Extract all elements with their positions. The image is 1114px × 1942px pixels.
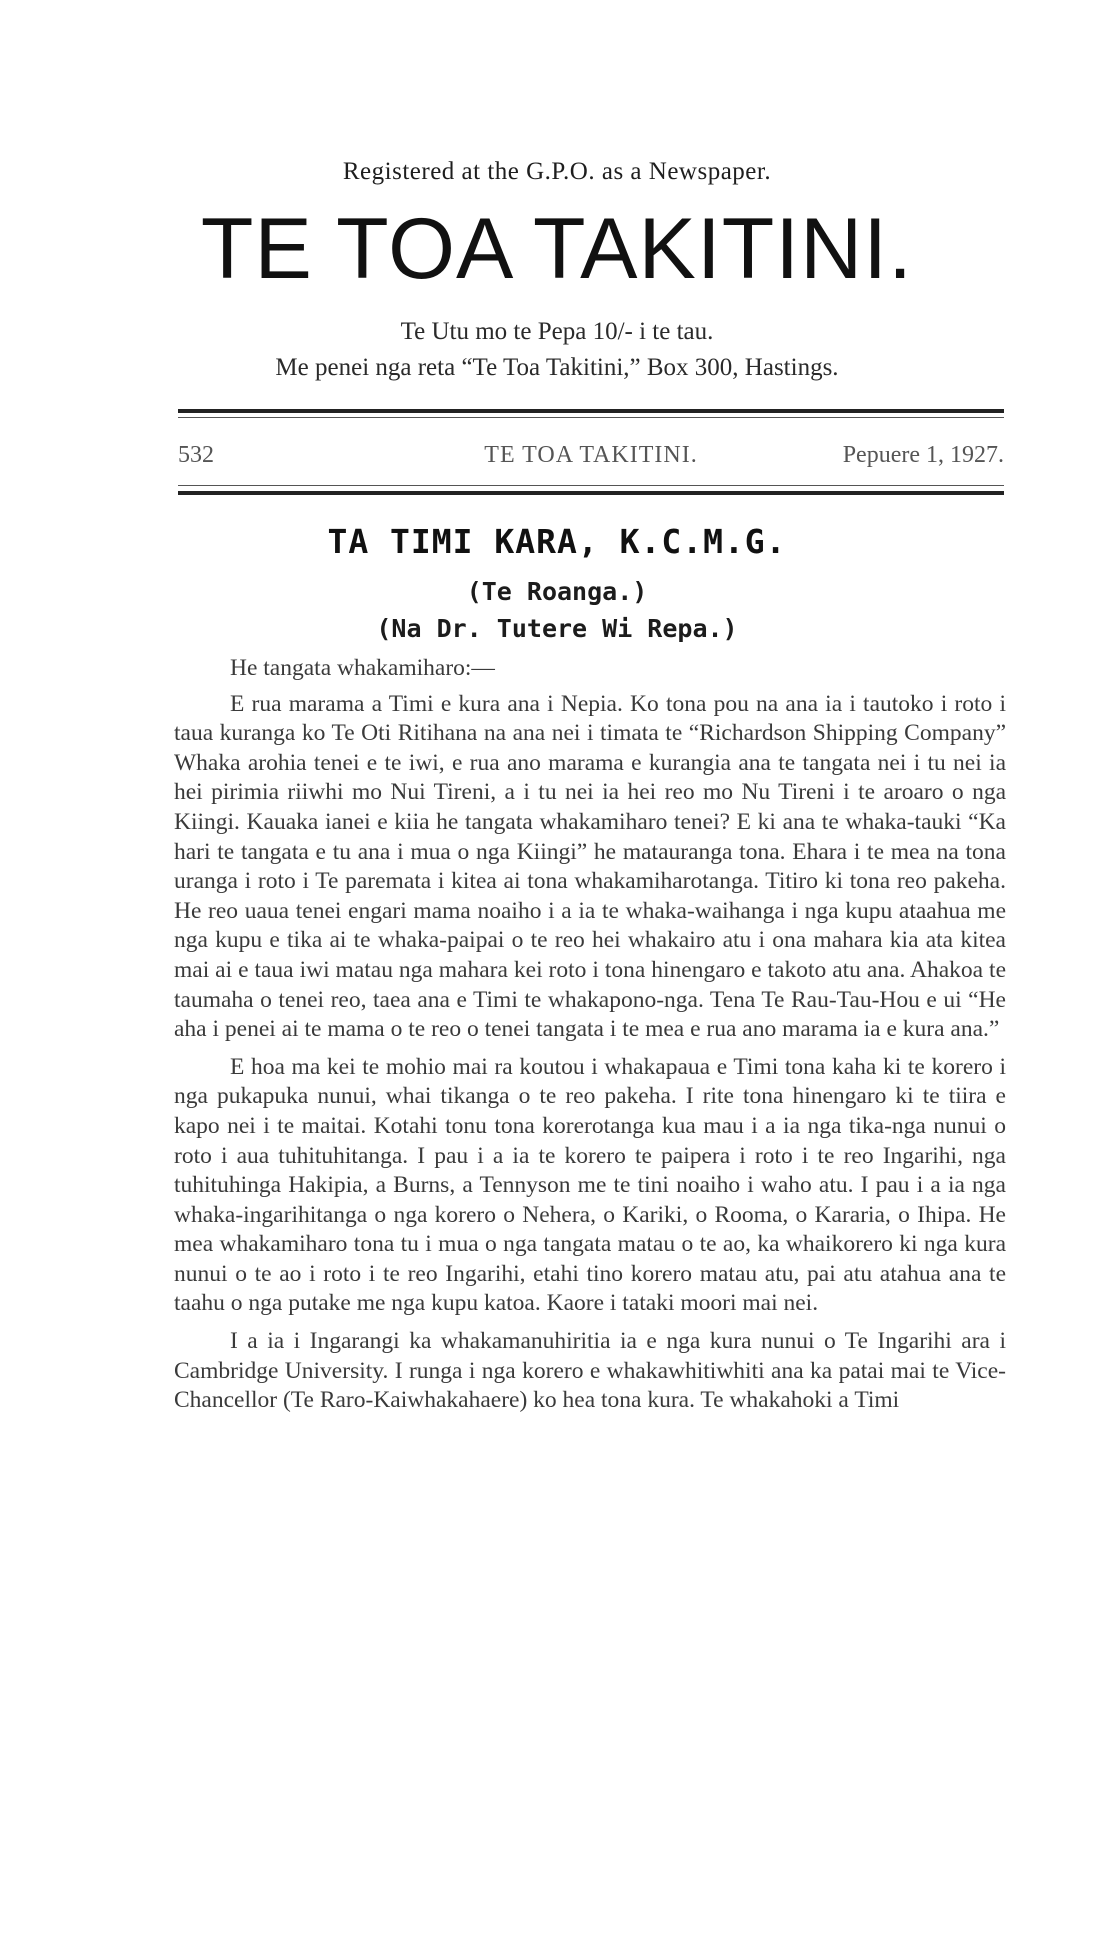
issue-date: Pepuere 1, 1927.	[842, 442, 1004, 468]
subscription-price: Te Utu mo te Pepa 10/- i te tau.	[400, 318, 714, 345]
header-rule-thick	[178, 409, 1004, 413]
running-title: TE TOA TAKITINI.	[484, 442, 698, 468]
registration-notice: Registered at the G.P.O. as a Newspaper.	[342, 158, 772, 185]
folio-rule-thin	[178, 485, 1004, 486]
article-paragraph: E rua marama a Timi e kura ana i Nepia. Ko tona pou na ana ia i tautoko i roto i taua kuranga ko Te Oti Ritihana na ana nei i timata te “Richardson Shipping Company” Whaka arohia tenei e te iwi, e rua ano marama e kurangia ana te tangata nei i tu nei ia hei pirimia riiwhi mo Nui Tireni, a i tu nei ia hei reo mo Nu Tireni i te aroaro o nga Kiingi. Kauaka ianei e kiia he tangata whakamiharo tenei? E ki ana te whaka-tauki “Ka hari te tangata e tu ana i mua o nga Kiingi” he matauranga tona. Ehara i te mea na tona uranga i roto i Te paremata i kitea ai tona whakamiharotanga. Titiro ki tona reo pakeha. He reo uaua tenei engari mama noaiho i a ia te whaka-waihanga i nga kupu ataahua me nga kupu e tika ai te whaka-paipai o te reo hei whakairo atu i ona mahara kia ata kitea mai ai e taua iwi matau nga mahara kei roto i tona hinengaro e takoto atu ana. Ahakoa te taumaha o tenei reo, taea ana e Timi te whakapono-nga. Tena Te Rau-Tau-Hou e ui “He aha i penei ai te mama o te reo o tenei tangata i te mea e rua ano marama ia e kura ana.”	[174, 690, 1006, 1043]
newspaper-title: TE TOA TAKITINI.	[200, 201, 914, 297]
folio-line	[178, 442, 1004, 472]
article-byline: (Na Dr. Tutere Wi Repa.)	[376, 614, 738, 643]
mailing-address: Me penei nga reta “Te Toa Takitini,” Box 300, Hastings.	[275, 354, 839, 381]
article-body	[174, 654, 1006, 1416]
article-subtitle: (Te Roanga.)	[466, 577, 648, 606]
header-rule-thin	[178, 417, 1004, 418]
article-paragraph: E hoa ma kei te mohio mai ra koutou i whakapaua e Timi tona kaha ki te korero i nga pukapuka nunui, whai tikanga o te reo pakeha. I rite tona hinengaro ki te tiira e kapo nei i te maitai. Kotahi tonu tona korerotanga kua mau i a ia nga tika-nga nunui o roto i aua tuhituhitanga. I pau i a ia te korero te paipera i roto i te reo Ingarihi, nga tuhituhinga Hakipia, a Burns, a Tennyson me te tini noaiho i waho atu. I pau i a ia nga whaka-ingarihitanga o nga korero o Nehera, o Kariki, o Rooma, o Kararia, o Ihipa. He mea whakamiharo tona tu i mua o nga tangata matau o te ao, ka whaikorero ki nga kura nunui o te ao i roto i te reo Ingarihi, etahi tino korero matau atu, pai atu atahua ana te taahu o nga putake me nga kupu katoa. Kaore i tataki moori mai nei.	[174, 1053, 1006, 1317]
folio-rule-thick	[178, 491, 1004, 495]
article-paragraph: I a ia i Ingarangi ka whakamanuhiritia ia e nga kura nunui o Te Ingarihi ara i Cambridge University. I runga i nga korero e whakawhitiwhiti ana ka patai mai te Vice-Chancellor (Te Raro-Kaiwhakahaere) ko hea tona kura. Te whakahoki a Timi	[174, 1328, 1006, 1414]
article-headline: TA TIMI KARA, K.C.M.G.	[327, 522, 787, 561]
article-intro: He tangata whakamiharo:—	[230, 655, 495, 681]
page-number: 532	[178, 442, 214, 468]
